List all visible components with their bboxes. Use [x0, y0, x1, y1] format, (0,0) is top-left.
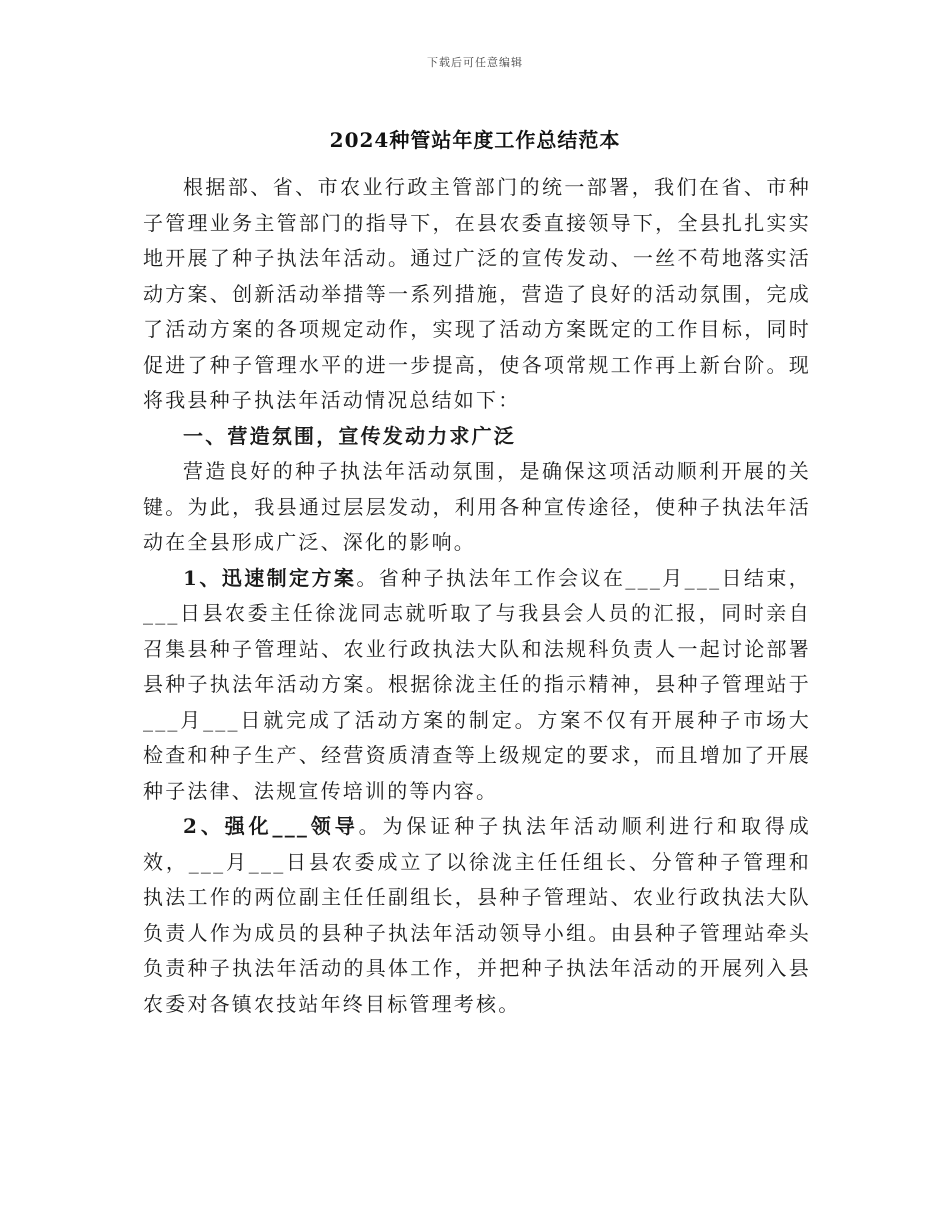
item-2-body: 。为保证种子执法年活动顺利进行和取得成效，___月___日县农委成立了以徐泷主任任组长、分管种子管理和执法工作的两位副主任任副组长，县种子管理站、农业行政执法大队负责人作为成员的县种子执法年活动领导小组。由县种子管理站牵头负责种子执法年活动的具体工作，并把种子执法年活动的开展列入县农委对各镇农技站年终目标管理考核。 [143, 814, 811, 1016]
section-heading-1: 一、营造氛围，宣传发动力求广泛 [183, 423, 516, 448]
item-1-label: 1、迅速制定方案 [183, 565, 357, 590]
item-2-label: 2、强化___领导 [183, 814, 359, 838]
item-2-paragraph [143, 809, 811, 1022]
document-body [143, 170, 811, 1022]
header-note: 下载后可任意编辑 [427, 56, 523, 69]
document-title: 2024种管站年度工作总结范本 [329, 128, 621, 152]
section-1-paragraph: 营造良好的种子执法年活动氛围，是确保这项活动顺利开展的关键。为此，我县通过层层发动，利用各种宣传途径，使种子执法年活动在全县形成广泛、深化的影响。 [143, 459, 811, 554]
intro-paragraph: 根据部、省、市农业行政主管部门的统一部署，我们在省、市种子管理业务主管部门的指导下，在县农委直接领导下，全县扎扎实实地开展了种子执法年活动。通过广泛的宣传发动、一丝不苟地落实活动方案、创新活动举措等一系列措施，营造了良好的活动氛围，完成了活动方案的各项规定动作，实现了活动方案既定的工作目标，同时促进了种子管理水平的进一步提高，使各项常规工作再上新台阶。现将我县种子执法年活动情况总结如下： [143, 175, 811, 412]
item-1-body: 。省种子执法年工作会议在___月___日结束，___日县农委主任徐泷同志就听取了与我县会人员的汇报，同时亲自召集县种子管理站、农业行政执法大队和法规科负责人一起讨论部署县种子执法年活动方案。根据徐泷主任的指示精神，县种子管理站于___月___日就完成了活动方案的制定。方案不仅有开展种子市场大检查和种子生产、经营资质清查等上级规定的要求，而且增加了开展种子法律、法规宣传培训的等内容。 [143, 565, 811, 803]
item-1-paragraph [143, 561, 811, 810]
